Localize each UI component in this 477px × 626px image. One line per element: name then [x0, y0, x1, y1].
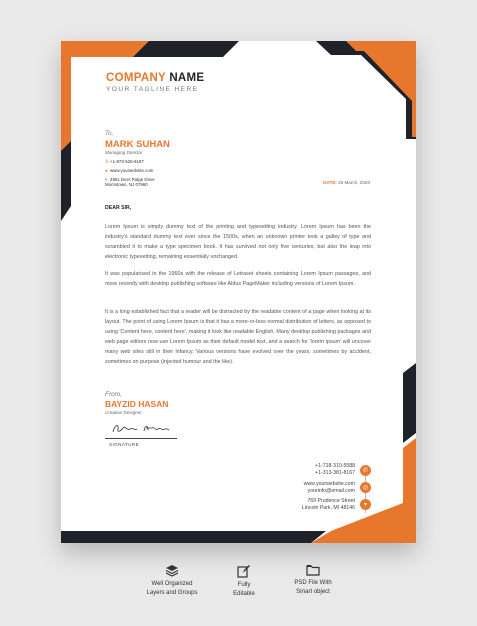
- feature-psd: [268, 564, 358, 596]
- salutation: DEAR SIR,: [105, 205, 132, 211]
- footer-web-email: [235, 481, 355, 495]
- company-tagline: YOUR TAGLINE HERE: [106, 86, 199, 93]
- footer-website: www.yourwebsite.com: [303, 481, 355, 487]
- recipient-title: Managing Director: [105, 150, 143, 155]
- date-value: 26 March, 2020: [338, 180, 370, 185]
- footer-address-line2: Lincoln Park, MI 48146: [301, 504, 355, 511]
- bottom-dark-band: [61, 531, 326, 543]
- globe-icon: ●: [105, 168, 108, 173]
- recipient-phone: [105, 159, 144, 165]
- recipient-address-line1: 4961 Deer Ridge Drive: [110, 177, 155, 182]
- feature-editable-line2: Editable: [233, 590, 255, 597]
- feature-layers-line2: Layers and Groups: [146, 589, 198, 596]
- footer-address: [235, 498, 355, 512]
- letter-date: [323, 180, 370, 185]
- body-paragraph-3: It is a long established fact that a reader will be distracted by the readable content of a page when looking at its layout. The point of using Lorem Ipsum is that it has a more-or-less normal distribution of letters, as opposed to using 'Content here, content here', making it look like readable English. Many desktop publishing packages and web page editors now use Lorem Ipsum as their default model text, and a search for 'lorem ipsum' will uncover many web sites still in their infancy. Various versions have evolved over the years, sometimes by accident, sometimes on purpose (injected humour and the like).: [105, 309, 371, 365]
- signature-label: SIGNATURE: [109, 442, 140, 447]
- letterhead-sheet: [61, 41, 416, 543]
- feature-editable-line1: Fully: [237, 582, 251, 588]
- recipient-address-line2: Morristown, NJ 07960: [105, 182, 148, 187]
- feature-psd-line2: Smart object: [296, 588, 330, 595]
- recipient-web: [105, 168, 153, 173]
- body-paragraph-1: Lorem Ipsum is simply dummy text of the printing and typesetting industry. Lorem Ipsum has been the industry's standard dummy text ever since the 1500s, when an unknown printer took a galley of type and scrambled it to make a type specimen book. It has survived not only five centuries, but also the leap into electronic typesetting, remaining essentially unchanged.: [105, 224, 371, 260]
- left-dark-strip: [61, 141, 71, 221]
- footer-phone-2: +1-313-381-8167: [315, 469, 355, 476]
- footer-address-line1: 769 Prudence Street: [307, 498, 355, 504]
- footer-phone-1: +1-718-310-5588: [315, 463, 355, 469]
- folder-icon: [306, 564, 320, 576]
- footer-phones: [235, 463, 355, 477]
- to-label: To,: [105, 131, 114, 137]
- layers-icon: [165, 564, 179, 577]
- sender-title: Creative Designer: [105, 410, 142, 415]
- top-left-decoration: [61, 41, 251, 231]
- recipient-phone-text: +1-973-526-9187: [110, 159, 144, 164]
- date-label: DATE:: [323, 180, 337, 185]
- recipient-name: MARK SUHAN: [105, 139, 170, 150]
- recipient-web-text: www.yourwebsite.com: [110, 168, 154, 173]
- footer-email: yourinfo@email.com: [307, 487, 355, 494]
- feature-psd-line1: PSD File With: [294, 580, 332, 586]
- location-icon: ▾: [105, 177, 108, 182]
- from-label: From,: [105, 391, 122, 398]
- company-name-word2: NAME: [169, 72, 205, 84]
- signature-line: [105, 438, 177, 439]
- footer-location-icon: ▾: [360, 499, 371, 510]
- sender-name: BAYZID HASAN: [105, 399, 169, 409]
- bottom-right-dark-strip: [403, 363, 416, 443]
- footer-phone-icon: ✆: [360, 465, 371, 476]
- company-name-word1: COMPANY: [106, 72, 166, 84]
- top-right-decoration: [316, 41, 416, 141]
- bottom-decoration: [61, 363, 416, 543]
- phone-icon: ✆: [105, 159, 109, 164]
- body-paragraph-2: It was popularised in the 1960s with the release of Letraset sheets containing Lorem Ipsum passages, and more recently with desktop publishing software like Aldus PageMaker including versions of Lorem Ipsum.: [105, 271, 371, 287]
- company-name: [106, 72, 204, 84]
- signature-image: [111, 422, 171, 436]
- edit-icon: [237, 564, 251, 578]
- feature-layers-line1: Well Organized: [151, 581, 193, 587]
- top-right-orange-band: [346, 41, 416, 137]
- footer-globe-icon: ◎: [360, 482, 371, 493]
